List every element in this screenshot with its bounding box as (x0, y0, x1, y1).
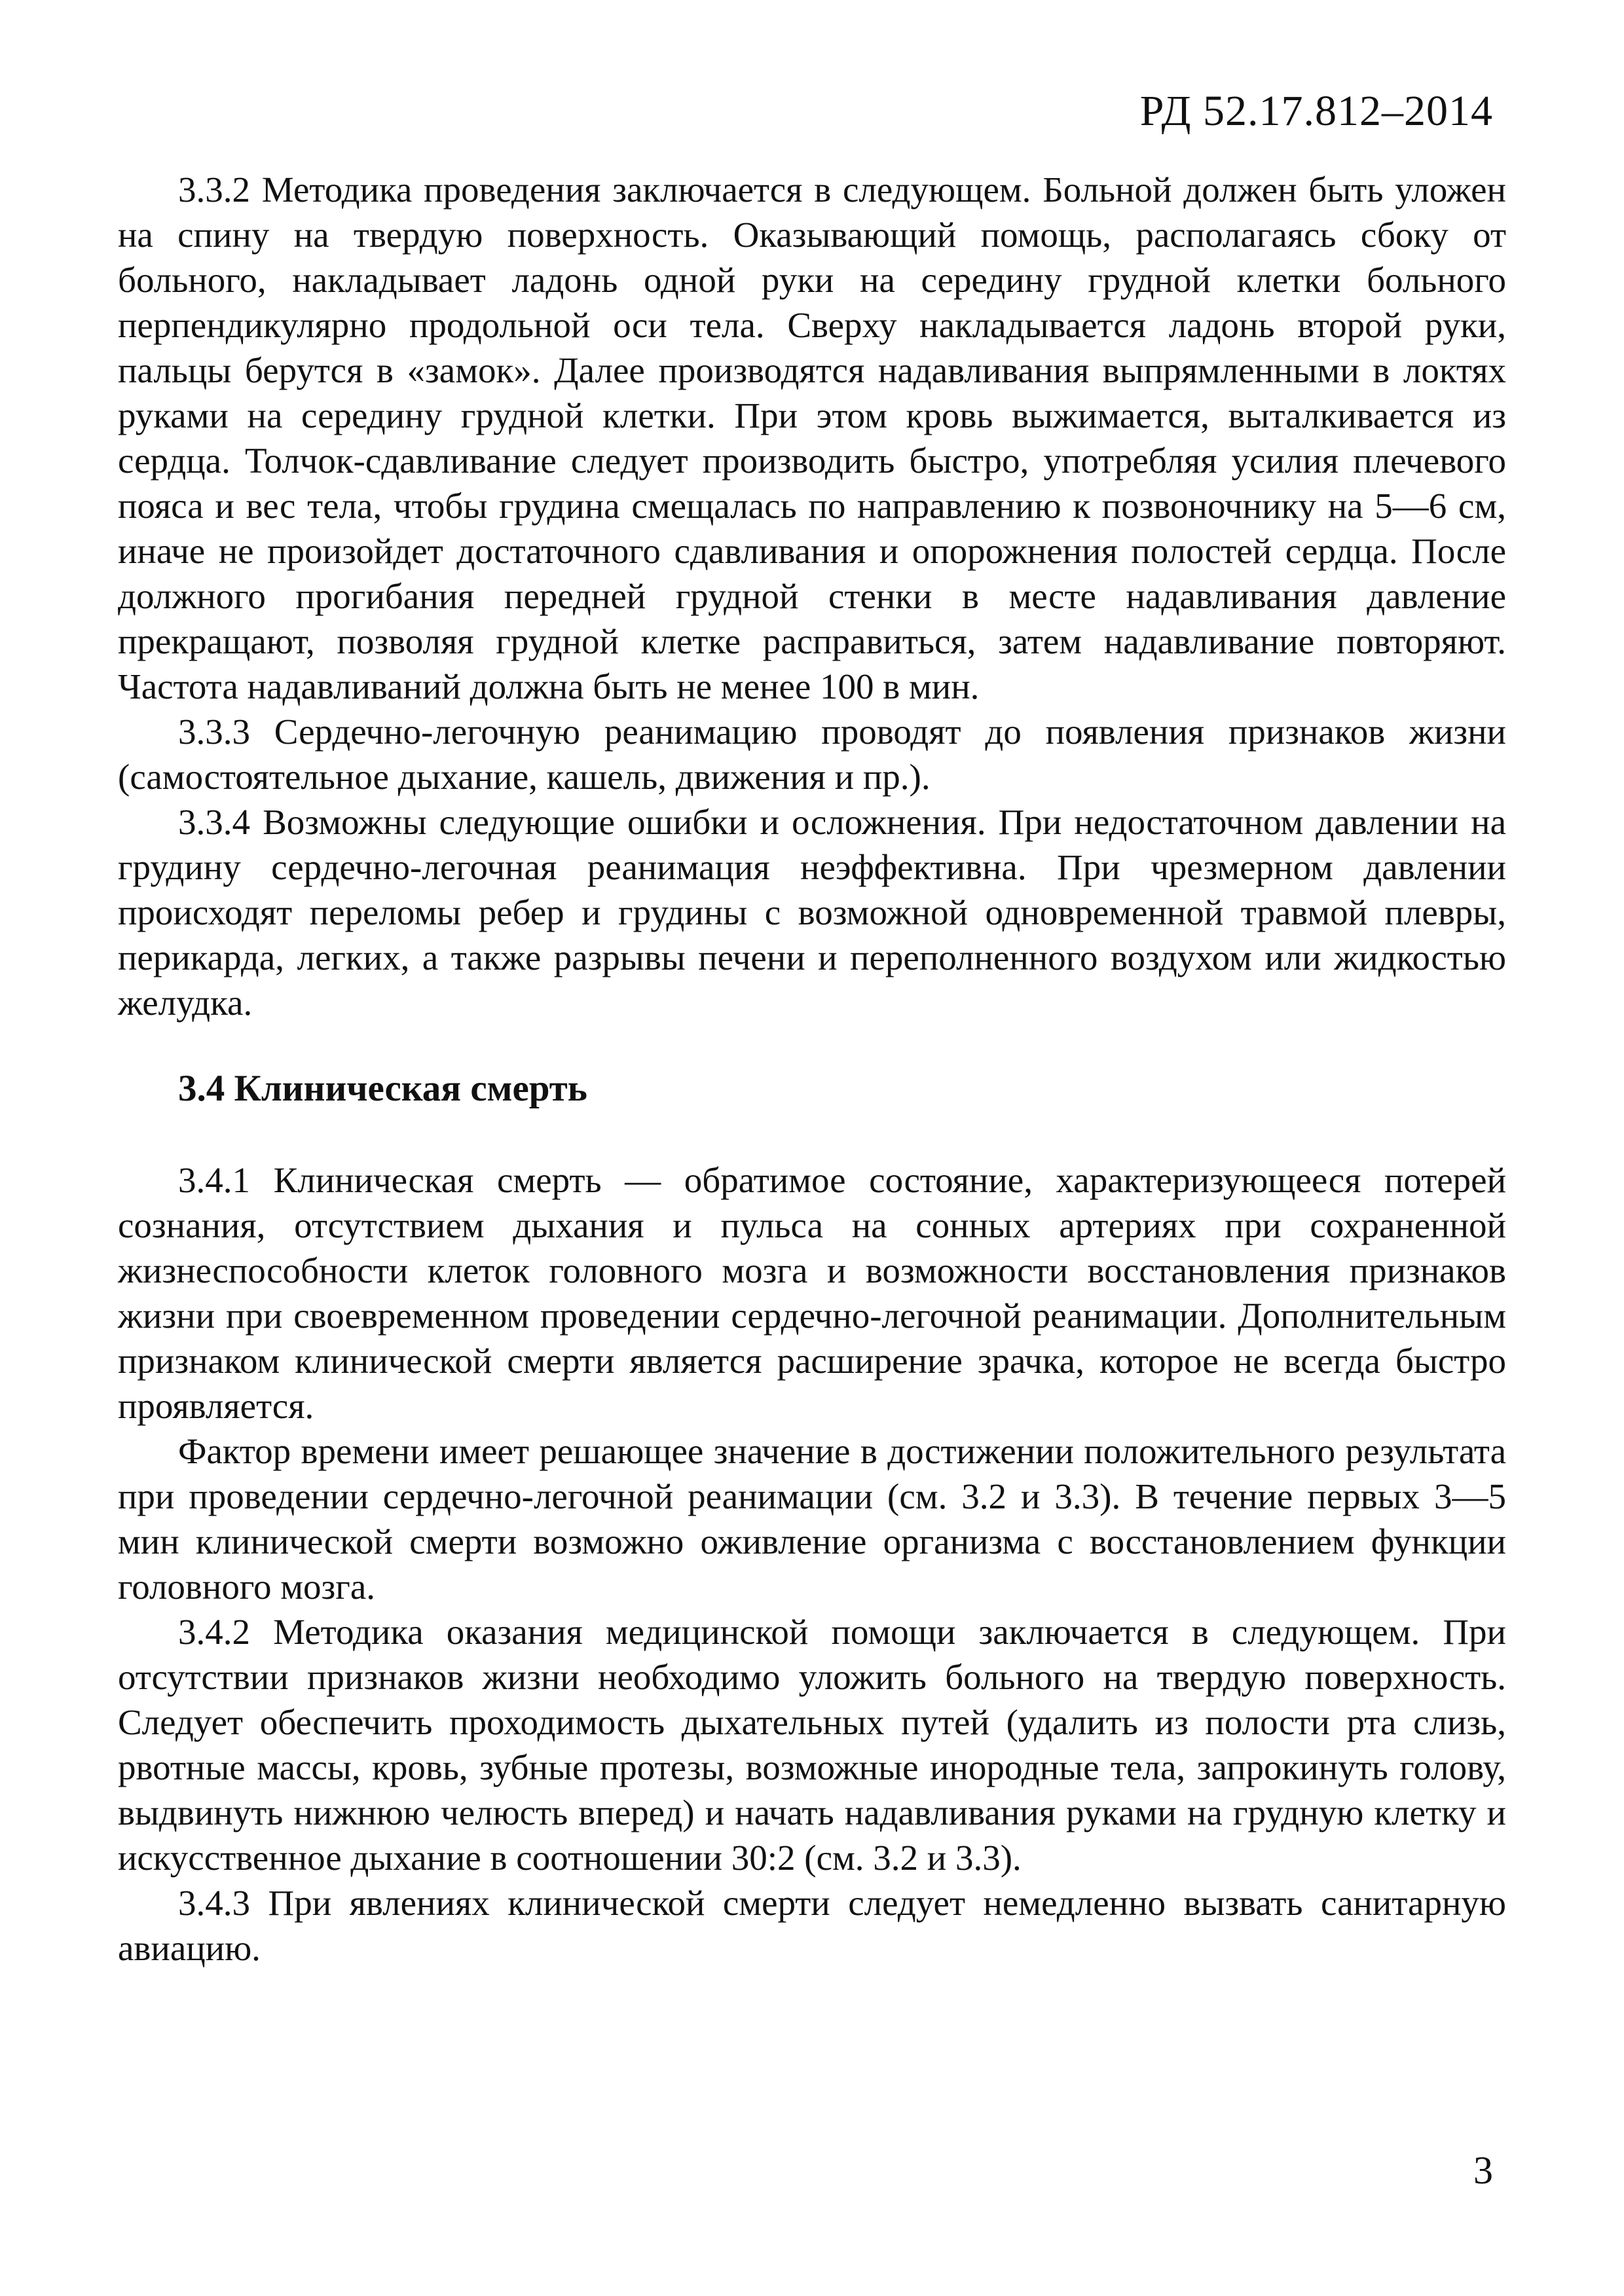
paragraph-3-4-1: 3.4.1 Клиническая смерть — обратимое состояние, характеризующееся потерей сознания, отсутствием дыхания и пульса на сонных артериях при сохраненной жизнеспособности клеток головного мозга и возможности восстановления признаков жизни при своевременном проведении сердечно-легочной реанимации. Дополнительным признаком клинической смерти является расширение зрачка, которое не всегда быстро проявляется. (118, 1160, 1506, 1426)
paragraph-3-4-2: 3.4.2 Методика оказания медицинской помощи заключается в следующем. При отсутствии признаков жизни необходимо уложить больного на твердую поверхность. Следует обеспечить проходимость дыхательных путей (удалить из полости рта слизь, рвотные массы, кровь, зубные протезы, возможные инородные тела, запрокинуть голову, выдвинуть нижнюю челюсть вперед) и начать надавливания руками на грудную клетку и искусственное дыхание в соотношении 30:2 (см. 3.2 и 3.3). (118, 1612, 1506, 1878)
paragraph-3-4-3: 3.4.3 При явлениях клинической смерти следует немедленно вызвать санитарную авиацию. (118, 1883, 1506, 1968)
paragraph-3-3-4: 3.3.4 Возможны следующие ошибки и осложнения. При недостаточном давлении на грудину сердечно-легочная реанимация неэффективна. При чрезмерном давлении происходят переломы ребер и грудины с возможной одновременной травмой плевры, перикарда, легких, а также разрывы печени и переполненного воздухом или жидкостью желудка. (118, 802, 1506, 1023)
paragraph-3-3-3: 3.3.3 Сердечно-легочную реанимацию проводят до появления признаков жизни (самостоятельное дыхание, кашель, движения и пр.). (118, 712, 1506, 797)
page-number: 3 (1473, 2149, 1493, 2192)
document-code: РД 52.17.812–2014 (1139, 87, 1493, 135)
body-text (118, 167, 1506, 1971)
paragraph-time-factor: Фактор времени имеет решающее значение в достижении положительного результата при проведении сердечно-легочной реанимации (см. 3.2 и 3.3). В течение первых 3—5 мин клинической смерти возможно оживление организма с восстановлением функции головного мозга. (118, 1431, 1506, 1607)
paragraph-3-3-2: 3.3.2 Методика проведения заключается в следующем. Больной должен быть уложен на спину на твердую поверхность. Оказывающий помощь, располагаясь сбоку от больного, накладывает ладонь одной руки на середину грудной клетки больного перпендикулярно продольной оси тела. Сверху накладывается ладонь второй руки, пальцы берутся в «замок». Далее производятся надавливания выпрямленными в локтях руками на середину грудной клетки. При этом кровь выжимается, выталкивается из сердца. Толчок-сдавливание следует производить быстро, употребляя усилия плечевого пояса и вес тела, чтобы грудина смещалась по направлению к позвоночнику на 5—6 см, иначе не произойдет достаточного сдавливания и опорожнения полостей сердца. После должного прогибания передней грудной стенки в месте надавливания давление прекращают, позволяя грудной клетке расправиться, затем надавливание повторяют. Частота надавливаний должна быть не менее 100 в мин. (118, 170, 1506, 706)
section-heading-3-4: 3.4 Клиническая смерть (178, 1068, 587, 1109)
